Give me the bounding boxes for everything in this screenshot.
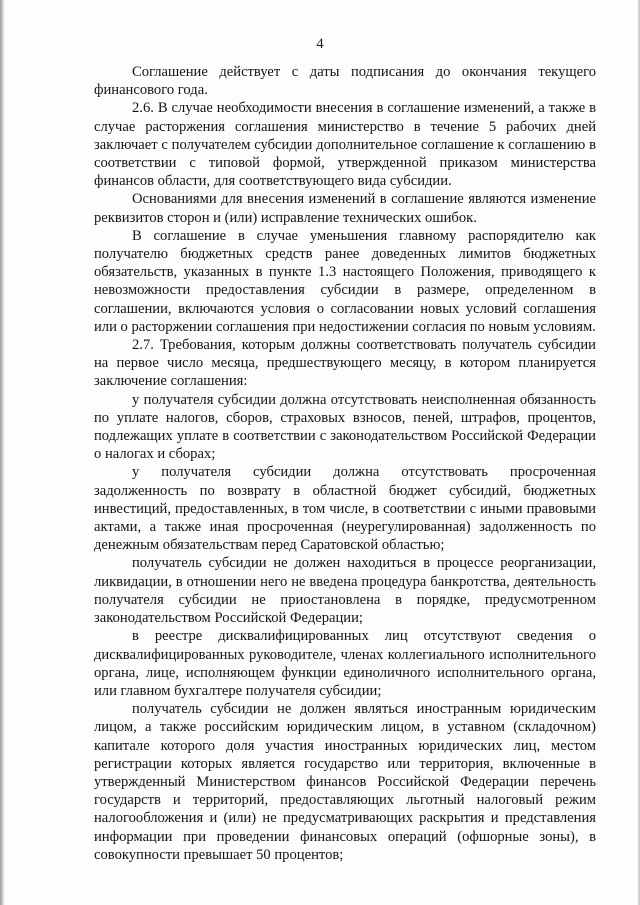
page-number: 4 [316,36,324,52]
requirement-no-reorganization: получатель субсидии не должен находиться в процессе реорганизации, ликвидации, в отношении него не введена процедура банкротства, деятельность получателя субсидии не приостановлена в порядке, предусмотренном законодательством Российской Федерации; [94,555,596,627]
paragraph-2-7: 2.7. Требования, которым должны соответствовать получатель субсидии на первое число месяца, предшествующего месяцу, в котором планируется заключение соглашения: [94,337,596,390]
requirement-no-overdue-debt: у получателя субсидии должна отсутствовать просроченная задолженность по возврату в областной бюджет субсидий, бюджетных инвестиций, предоставленных, в том числе, в соответствии с иными правовыми актами, а также иная просроченная (неурегулированная) задолженность по денежным обязательствам перед Саратовской областью; [94,464,596,554]
scan-edge-left [0,0,5,905]
paragraph-limits-reduction: В соглашение в случае уменьшения главному распорядителю как получателю бюджетных средств ранее доведенных лимитов бюджетных обязательств, указанных в пункте 1.3 настоящего Положения, приводящего к невозможности предоставления субсидии в размере, определенном в соглашении, включаются условия о согласовании новых условий соглашения или о расторжении соглашения при недостижении согласия по новым условиям. [94,227,596,335]
requirement-no-disqualified-persons: в реестре дисквалифицированных лиц отсутствуют сведения о дисквалифицированных руководителе, членах коллегиального исполнительного органа, лице, исполняющем функции единоличного исполнительного органа, или главном бухгалтере получателя субсидии; [94,628,596,699]
paragraph-grounds-for-changes: Основаниями для внесения изменений в соглашение являются изменение реквизитов сторон и (или) исправление технических ошибок. [94,191,596,226]
document-body [94,63,596,864]
requirement-not-foreign-entity: получатель субсидии не должен являться иностранным юридическим лицом, а также российским юридическим лицом, в уставном (складочном) капитале которого доля участия иностранных юридических лиц, местом регистрации которых является государство или территория, включенные в утвержденный Министерством финансов Российской Федерации перечень государств и территорий, предоставляющих льготный налоговый режим налогообложения и (или) не предусматривающих раскрытия и представления информации при проведении финансовых операций (офшорные зоны), в совокупности превышает 50 процентов; [94,701,596,863]
paragraph-2-6: 2.6. В случае необходимости внесения в соглашение изменений, а также в случае расторжения соглашения министерство в течение 5 рабочих дней заключает с получателем субсидии дополнительное соглашение к соглашению в соответствии с типовой формой, утвержденной приказом министерства финансов области, для соответствующего вида субсидии. [94,100,596,190]
requirement-no-tax-debt: у получателя субсидии должна отсутствовать неисполненная обязанность по уплате налогов, сборов, страховых взносов, пеней, штрафов, процентов, подлежащих уплате в соответствии с законодательством Российской Федерации о налогах и сборах; [94,391,596,463]
paragraph-agreement-validity: Соглашение действует с даты подписания до окончания текущего финансового года. [94,64,596,99]
